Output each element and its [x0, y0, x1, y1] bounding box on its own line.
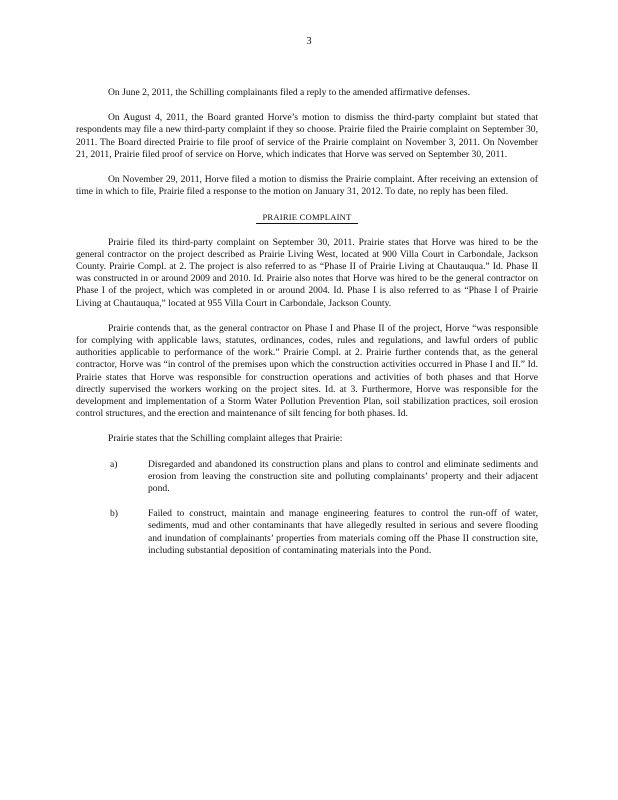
paragraph-allegations-intro: Prairie states that the Schilling complaint alleges that Prairie:: [108, 433, 343, 445]
list-item-text: Disregarded and abandoned its construction plans and plans to control and eliminate sediments and erosion from leaving the construction site and polluting complainants’ property and their adjacent pond.: [148, 458, 538, 495]
list-item-label: a): [110, 458, 118, 470]
list-item-label: b): [110, 508, 118, 520]
list-item: [76, 508, 538, 557]
section-heading: [76, 211, 538, 223]
section-heading-text: PRAIRIE COMPLAINT: [256, 212, 357, 224]
paragraph-horve-responsibilities: Prairie contends that, as the general contractor on Phase I and Phase II of the project, Horve “was responsible for complying with applicable laws, statutes, ordinances, codes, rules and regulations, and lawful orders of public authorities applicable to performance of the work.” Prairie Compl. at 2. Prairie further contends that, as the general contractor, Horve was “in control of the premises upon which the construction activities occurred in Phase I and II.” Id. Prairie states that Horve was responsible for construction operations and activities of both phases and that Horve directly supervised the workers working on the project sites. Id. at 3. Furthermore, Horve was responsible for the development and implementation of a Storm Water Pollution Prevention Plan, soil stabilization practices, soil erosion control structures, and the erection and maintenance of silt fencing for both phases. Id.: [76, 322, 538, 420]
paragraph-horve-motion: On November 29, 2011, Horve filed a motion to dismiss the Prairie complaint. After receiving an extension of time in which to file, Prairie filed a response to the motion on January 31, 2012. To date, no reply has been filed.: [76, 174, 538, 198]
page-number: 3: [306, 36, 312, 47]
paragraph-motion-to-dismiss-granted: On August 4, 2011, the Board granted Horve’s motion to dismiss the third-party complaint but stated that respondents may file a new third-party complaint if they so choose. Prairie filed the Prairie complaint on September 30, 2011. The Board directed Prairie to file proof of service of the Prairie complaint on November 3, 2011. On November 21, 2011, Prairie filed proof of service on Horve, which indicates that Horve was served on September 30, 2011.: [76, 112, 538, 160]
paragraph-reply-filed: On June 2, 2011, the Schilling complainants filed a reply to the amended affirmative defenses.: [108, 87, 471, 98]
paragraph-complaint-description: Prairie filed its third-party complaint on September 30, 2011. Prairie states that Horve was hired to be the general contractor on the project described as Prairie Living West, located at 900 Villa Court in Carbondale, Jackson County. Prairie Compl. at 2. The project is also referred to as “Phase II of Prairie Living at Chautauqua.” Id. Phase II was constructed in or around 2009 and 2010. Id. Prairie also notes that Horve was hired to be the general contractor on Phase I of the project, which was completed in or around 2004. Id. Phase I is also referred to as “Phase I of Prairie Living at Chautauqua,” located at 955 Villa Court in Carbondale, Jackson County.: [76, 236, 538, 309]
list-item: [76, 459, 538, 496]
list-item-text: Failed to construct, maintain and manage engineering features to control the run-off of water, sediments, mud and other contaminants that have allegedly resulted in serious and severe flooding and inundation of complainants’ properties from materials coming off the Phase II construction site, including substantial deposition of contaminating materials into the Pond.: [148, 508, 538, 556]
document-body: [76, 87, 538, 570]
